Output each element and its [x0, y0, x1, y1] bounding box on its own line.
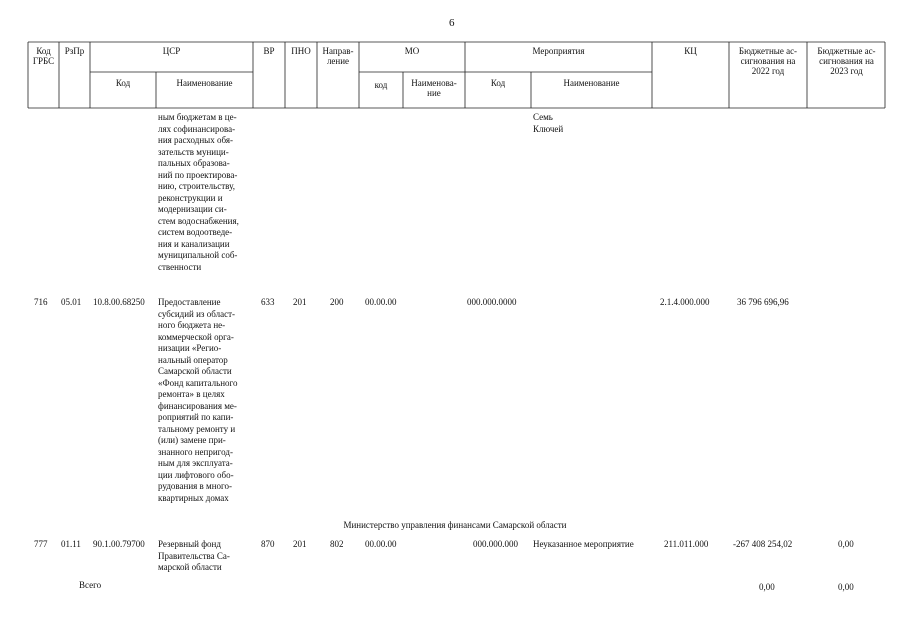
- row1-kc: 2.1.4.000.000: [660, 297, 710, 307]
- header-csr: ЦСР: [162, 46, 181, 56]
- header-napravlenie: Направ-ление: [322, 46, 354, 66]
- row1-pno: 201: [293, 297, 307, 307]
- header-pno: ПНО: [291, 46, 311, 56]
- header-vr: ВР: [263, 46, 275, 56]
- row1-kod-grbs: 716: [34, 297, 48, 307]
- header-mer-kod: Код: [490, 78, 506, 88]
- row2-vr: 870: [261, 539, 275, 549]
- header-csr-name: Наименование: [176, 78, 233, 88]
- header-rzpr: РзПр: [64, 46, 85, 56]
- continuation-description: ным бюджетам в це- лях софинансирова- ния расходных обя- зательств муници- пальных образова- ний по проектирова- нию, строительству, реконструкции и модернизации си- стем водоснабжения, систем водоотведе- ния и канализации муниципальной соб- ственности: [158, 112, 239, 272]
- header-mo: МО: [404, 46, 420, 56]
- row2-budget-2023: 0,00: [838, 539, 854, 549]
- header-mo-name: Наименова-ние: [411, 78, 457, 98]
- total-budget-2022: 0,00: [759, 582, 775, 592]
- row2-event-name: Неуказанное мероприятие: [533, 539, 634, 549]
- row2-napravlenie: 802: [330, 539, 344, 549]
- row2-kod-grbs: 777: [34, 539, 48, 549]
- continuation-event-name: Семь Ключей: [533, 112, 564, 134]
- row1-budget-2022: 36 796 696,96: [737, 297, 789, 307]
- row1-rzpr: 05.01: [61, 297, 82, 307]
- row1-napravlenie: 200: [330, 297, 344, 307]
- row2-budget-2022: -267 408 254,02: [733, 539, 793, 549]
- row2-rzpr: 01.11: [61, 539, 81, 549]
- row1-description: Предоставление субсидий из област- ного бюджета не- коммерческой орга- низации «Регио- нальный оператор Самарской области «Фонд капитального ремонта» в целях финансирования ме- роприятий по капи- тальному ремонту и (или) замене при- знанного непригод- ным для эксплуата- ции лифтового обо- рудования в много- квартирных домах: [158, 297, 238, 503]
- total-budget-2023: 0,00: [838, 582, 854, 592]
- row2-event-kod: 000.000.000: [473, 539, 518, 549]
- page-number: 6: [449, 17, 455, 29]
- row2-csr-kod: 90.1.00.79700: [93, 539, 145, 549]
- header-kc: КЦ: [684, 46, 697, 56]
- header-mo-kod: код: [374, 80, 388, 90]
- row2-kc: 211.011.000: [664, 539, 709, 549]
- header-kod-grbs: Код ГРБС: [32, 46, 55, 66]
- header-mer-name: Наименование: [563, 78, 620, 88]
- total-label: Всего: [79, 580, 102, 590]
- header-meropriyatiya: Мероприятия: [532, 46, 585, 56]
- header-budget-2022: Бюджетные ас-сигнования на 2022 год: [738, 46, 798, 76]
- row1-csr-kod: 10.8.00.68250: [93, 297, 145, 307]
- row1-vr: 633: [261, 297, 275, 307]
- section-title: Министерство управления финансами Самарской области: [343, 520, 567, 530]
- row2-pno: 201: [293, 539, 307, 549]
- header-csr-kod: Код: [115, 78, 131, 88]
- row2-mo-kod: 00.00.00: [365, 539, 397, 549]
- row1-event-kod: 000.000.0000: [467, 297, 517, 307]
- row2-description: Резервный фонд Правительства Са- марской области: [158, 539, 230, 572]
- header-budget-2023: Бюджетные ас-сигнования на 2023 год: [817, 46, 876, 76]
- row1-mo-kod: 00.00.00: [365, 297, 397, 307]
